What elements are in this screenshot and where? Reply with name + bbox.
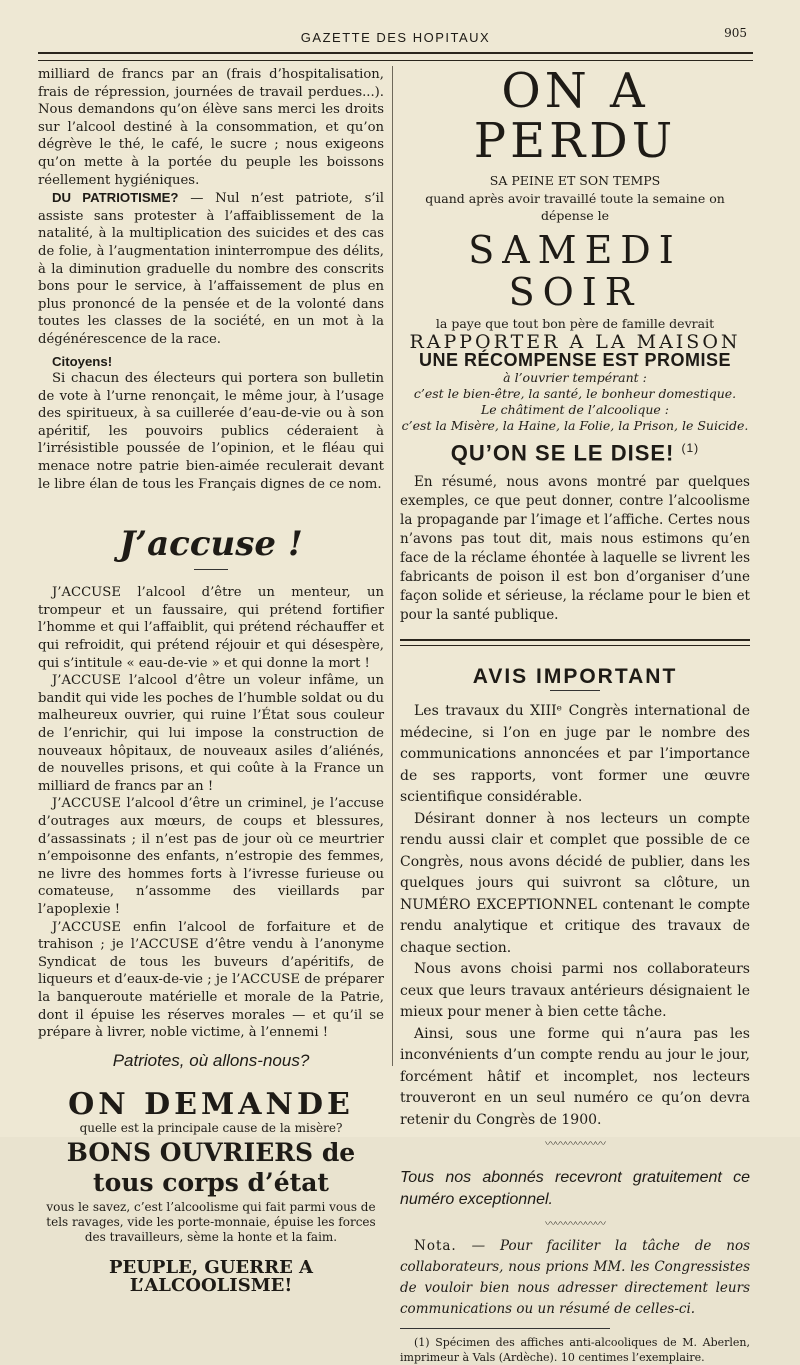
recompense-heading: UNE RÉCOMPENSE EST PROMISE [418, 349, 732, 370]
nota-paragraph [400, 1236, 750, 1320]
on-demande-heading: ON DEMANDE [68, 1087, 354, 1123]
accuse-paragraph-2: J’ACCUSE l’alcool d’être un voleur infâme, un bandit qui vide les poches de l’humble soldat ou du malheureux ouvrier, qui ruine l’État sous couleur de l’enrichir, qui lui impose la construction de nouveaux hôpitaux, de nouveaux asiles d’aliénés, de nouvelles prisons, et qui coûte à la France un milliard de francs par an ! [38, 673, 384, 794]
paragraph-electeurs: Si chacun des électeurs qui portera son bulletin de vote à l’urne renonçait, le même jour, à l’usage des spiritueux, à sa cuillerée d’eau-de-vie ou à son apéritif, les pouvoirs publics céderaient à l’irrésistible poussée de l’opinion, et le fléau qui menace notre patrie bien-aimée reculerait devant le libre élan de tous les Français dignes de ce nom. [38, 371, 384, 492]
citoyens-heading: Citoyens! [52, 353, 113, 369]
accuse-paragraph-1: J’ACCUSE l’alcool d’être un menteur, un trompeur et un faussaire, qui prétend fortifier l’homme et qui l’affaiblit, qui prétend réchauffer et qui refroidit, qui prétend réjouir et qui désespère, qui s’intitule « eau-de-vie » et qui donne la mort ! [38, 585, 384, 671]
avis-paragraph-1: Les travaux du XIIIᵉ Congrès international de médecine, si l’on en juge par le nombre des communications annoncées et par l’importance de ses rapports, vont former une œuvre scientifique considérable. [400, 703, 750, 806]
on-a-perdu-heading: ON A PERDU [473, 63, 677, 169]
sa-peine-line: SA PEINE ET SON TEMPS [489, 173, 661, 188]
quand-line: quand après avoir travaillé toute la semaine on dépense le [425, 190, 725, 224]
avis-paragraph-2: Désirant donner à nos lecteurs un compte rendu aussi clair et complet que possible de ce Congrès, nous avons décidé de publier, dans les quelques jours qui suivront sa clôture, un NUMÉRO EXCEPTIONNEL contenant le compte rendu analytique et critique des travaux de chaque section. [400, 810, 750, 956]
bons-ouvriers-heading: BONS OUVRIERS de tous corps d’état [66, 1138, 356, 1198]
section-rule [400, 639, 750, 646]
bien-etre-line: c’est le bien-être, la santé, le bonheur domestique. [413, 385, 737, 401]
avis-paragraph-4: Ainsi, sous une forme qui n’aura pas les inconvénients d’un compte rendu au jour le jour, forcément hâtif et incomplet, nos lecteurs trouveront en un seul numéro ce qu’on devra retenir du Congrès de 1900. [400, 1025, 750, 1128]
right-column [400, 63, 751, 1365]
paragraph-resume: En résumé, nous avons montré par quelques exemples, ce que peut donner, contre l’alcoolisme la propagande par l’image et l’affiche. Certes nous n’avons pas tout dit, mais nous estimons qu’en face de la réclame éhontée à laquelle se livrent les fabricants de poison il est bon d’organiser d’une façon solide et sérieuse, la réclame pour le bien et pour la santé publique. [400, 474, 750, 624]
on-demande-question: quelle est la principale cause de la misère? [79, 1121, 343, 1136]
quon-text: QU’ON SE LE DISE! [450, 439, 675, 465]
on-demande-text: vous le savez, c’est l’alcoolisme qui fait parmi vous de tels ravages, vide les porte-monnaie, épuise les forces des travailleurs, sème la honte et la faim. [46, 1200, 376, 1245]
ornament-wave: 〰〰〰〰〰〰 [545, 1137, 605, 1151]
accuse-paragraph-4: J’ACCUSE enfin l’alcool de forfaiture et de trahison ; je l’ACCUSE d’être vendu à l’anonyme Syndicat de tous les buveurs d’apéritifs, de liqueurs et d’eaux-de-vie ; je l’ACCUSE de préparer la banqueroute matérielle et morale de la Patrie, dont il épuise les réserves morales — et qu’il se prépare à livrer, noble victime, à l’ennemi ! [38, 919, 384, 1041]
nota-text: — Pour faciliter la tâche de nos collaborateurs, nous prions MM. les Congressistes de vouloir bien nous adresser directement leurs communications ou un résumé de celles-ci. [400, 1238, 751, 1318]
journal-title: GAZETTE DES HOPITAUX [300, 30, 491, 45]
column-divider [392, 66, 393, 1066]
peuple-slogan: PEUPLE, GUERRE A L’ALCOOLISME! [108, 1257, 314, 1296]
jaccuse-title: J’accuse ! [119, 524, 303, 565]
page-number: 905 [724, 26, 747, 40]
footnote-rule [400, 1328, 610, 1329]
avis-paragraph-3: Nous avons choisi parmi nos collaborateurs ceux que leurs travaux antérieurs désignaient le mieux pour mener à bien cette tâche. [400, 961, 750, 1021]
avis-rule [550, 690, 600, 691]
ornament-wave-2: 〰〰〰〰〰〰 [545, 1216, 605, 1230]
quon-se-le-dise-heading [400, 439, 750, 465]
header-rule [38, 52, 753, 61]
ouvrier-line: à l’ouvrier tempérant : [503, 369, 647, 385]
title-rule [194, 569, 228, 570]
abonnes-notice: Tous nos abonnés recevront gratuitement ce numéro exceptionnel. [400, 1168, 750, 1208]
la-paye-line: la paye que tout bon père de famille devrait [435, 315, 715, 331]
avis-body [400, 701, 750, 1131]
misere-line: c’est la Misère, la Haine, la Folie, la Prison, le Suicide. [401, 417, 749, 433]
avis-important-heading: AVIS IMPORTANT [472, 665, 678, 689]
patriotisme-text: — Nul n’est patriote, s’il assiste sans protester à l’affaiblissement de la natalité, à la multiplication des suicides et des cas de folie, à l’augmentation ininterrompue des délits, à la diminution graduelle du nombre des conscrits bons pour le service, à l’affaissement de plus en plus prononcé de la pensée et de la volonté dans toutes les classes de la société, en un mot à la dégénérescence de la race. [38, 191, 384, 347]
patriotes-slogan: Patriotes, où allons-nous? [112, 1050, 310, 1070]
page-header [38, 26, 753, 52]
footnote: (1) Spécimen des affiches anti-alcooliques de M. Aberlen, imprimeur à Vals (Ardèche). 10 centimes l’exemplaire. [400, 1336, 750, 1365]
patriotisme-heading: DU PATRIOTISME? [52, 190, 179, 206]
samedi-soir-heading: SAMEDI SOIR [468, 227, 682, 314]
accuse-paragraph-3: J’ACCUSE l’alcool d’être un criminel, je l’accuse d’outrages aux mœurs, de coups et blessures, d’assassinats ; il n’est pas de jour où ce meurtrier n’empoisonne des enfants, n’estropie des femmes, ne livre des hommes forts à l’ivresse furieuse ou comateuse, n’assomme des vieillards par l’apoplexie ! [38, 796, 384, 917]
rapporter-heading: RAPPORTER A LA MAISON [409, 331, 741, 354]
paragraph-milliard: milliard de francs par an (frais d’hospitalisation, frais de répression, journées de travail perdues...). Nous demandons qu’on élève sans merci les droits sur l’alcool destiné à la consommation, et qu’on dégrève le thé, le café, le sucre ; nous exigeons qu’on mette à la portée du peuple les boissons réellement hygiéniques. [38, 67, 384, 188]
chatiment-line: Le châtiment de l’alcoolique : [481, 401, 669, 417]
paragraph-patriotisme [38, 189, 384, 348]
footnote-marker: (1) [681, 440, 700, 455]
nota-label: Nota. [414, 1238, 457, 1255]
left-column [38, 66, 384, 1294]
